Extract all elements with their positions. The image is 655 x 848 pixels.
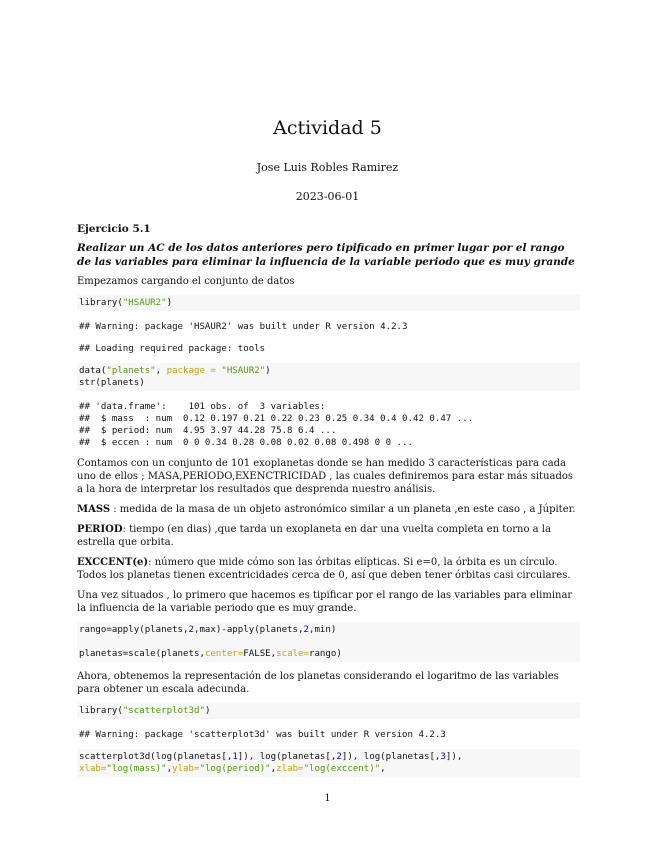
ahora-paragraph: Ahora, obtenemos la representación de los planetas considerando el logaritmo de las variables para obtener un escala adecunda.	[77, 671, 559, 695]
code-block-data-planets: data("planets", package = "HSAUR2") str(planets)	[77, 363, 580, 391]
period-definition: PERIOD: tiempo (en dias) ,que tarda un exoplaneta en dar una vuelta completa en torno a la estrella que orbita.	[77, 524, 551, 548]
task-statement: Realizar un AC de los datos anteriores pero tipificado en primer lugar por el rango de las variables para eliminar la influencia de la variable periodo que es muy grande	[77, 242, 575, 268]
page-title: Actividad 5	[273, 117, 382, 139]
author: Jose Luis Robles Ramirez	[256, 161, 399, 174]
output-str-planets: ## 'data.frame': 101 obs. of 3 variables: ## $ mass : num 0.12 0.197 0.21 0.22 0.23 0.25 0.34 0.4 0.42 0.47 ... ## $ period: num 4.95 3.97 44.28 75.8 6.4 ... ## $ eccen : num 0 0 0.34 0.28 0.08 0.02 0.08 0.498 0 0 ...	[79, 402, 474, 448]
content	[77, 223, 580, 785]
date: 2023-06-01	[295, 190, 360, 203]
code-block-scale: rango=apply(planets,2,max)-apply(planets,2,min) planetas=scale(planets,center=FALSE,scale=rango)	[77, 622, 580, 662]
code-block-scatterplot3d-call: scatterplot3d(log(planetas[,1]), log(planetas[,2]), log(planetas[,3]), xlab="log(mass)",ylab="log(period)",zlab="log(exccent)",	[77, 749, 580, 777]
tipificar-paragraph: Una vez situados , lo primero que hacemos es tipificar por el rango de las variables para eliminar la influencia de la variable periodo que es muy grande.	[77, 590, 573, 614]
output-warning-hsaur2: ## Warning: package 'HSAUR2' was built under R version 4.2.3	[79, 322, 408, 332]
page-number: 1	[324, 793, 331, 804]
mass-definition: MASS : medida de la masa de un objeto astronómico similar a un planeta ,en este caso , a Júpiter.	[77, 504, 576, 515]
code-block-library-scatterplot3d: library("scatterplot3d")	[77, 703, 580, 719]
intro-paragraph: Empezamos cargando el conjunto de datos	[77, 276, 295, 287]
eccent-definition: EXCCENT(e): número que mide cómo son las órbitas elípticas. Si e=0, la órbita es un círculo. Todos los planetas tienen excentricidades cerca de 0, así que deben tener órbitas casi circulares.	[77, 557, 571, 581]
dataset-paragraph: Contamos con un conjunto de 101 exoplanetas donde se han medido 3 características para cada uno de ellos ; MASA,PERIODO,EXENCTRICIDAD , las cuales definiremos para estar más situados a la hora de interpretar los resultados que desprenda nuestro análisis.	[77, 458, 574, 495]
code-block-library-hsaur2: library("HSAUR2")	[77, 295, 580, 311]
output-loading-tools: ## Loading required package: tools	[79, 344, 266, 354]
output-warning-scatterplot3d: ## Warning: package 'scatterplot3d' was built under R version 4.2.3	[79, 730, 446, 740]
section-heading: Ejercicio 5.1	[77, 223, 151, 235]
